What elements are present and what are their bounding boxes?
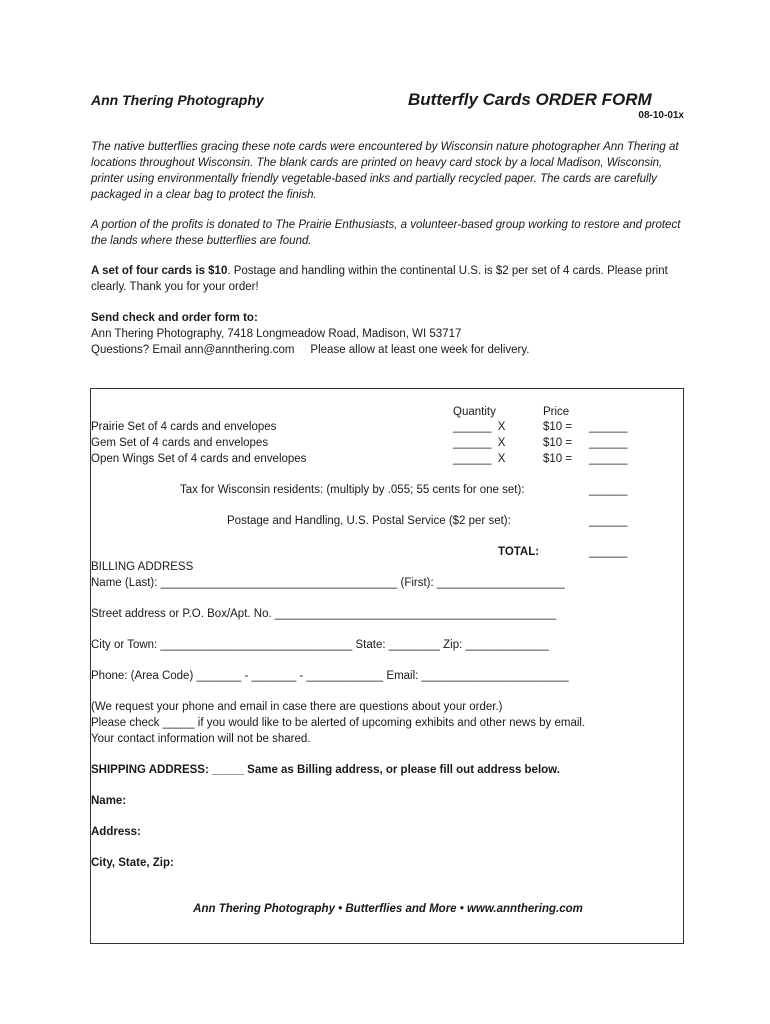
item-total-field[interactable]: ______ bbox=[589, 453, 628, 465]
shipping-address-field[interactable]: Address: bbox=[91, 826, 141, 838]
shipping-address-line[interactable]: SHIPPING ADDRESS: _____ Same as Billing address, or please fill out address below. bbox=[91, 764, 560, 776]
item-quantity-field[interactable]: ______ X bbox=[453, 437, 506, 449]
item-quantity-field[interactable]: ______ X bbox=[453, 421, 506, 433]
item-total-field[interactable]: ______ bbox=[589, 421, 628, 433]
city-state-zip-field[interactable]: City or Town: ______________________________ State: ________ Zip: _____________ bbox=[91, 639, 549, 651]
form-code: 08-10-01x bbox=[638, 110, 684, 121]
total-label: TOTAL: bbox=[498, 546, 540, 558]
name-field[interactable]: Name (Last): _____________________________________ (First): ____________________ bbox=[91, 577, 565, 589]
billing-heading: BILLING ADDRESS bbox=[91, 561, 194, 573]
tax-field[interactable]: ______ bbox=[589, 484, 628, 496]
postage-label: Postage and Handling, U.S. Postal Service ($2 per set): bbox=[227, 515, 511, 527]
privacy-note: Your contact information will not be shared. bbox=[91, 733, 311, 745]
item-name: Prairie Set of 4 cards and envelopes bbox=[91, 421, 277, 433]
item-total-field[interactable]: ______ bbox=[589, 437, 628, 449]
tax-label: Tax for Wisconsin residents: (multiply by .055; 55 cents for one set): bbox=[180, 484, 525, 496]
shipping-name-field[interactable]: Name: bbox=[91, 795, 127, 807]
company-name: Ann Thering Photography bbox=[91, 92, 264, 108]
order-form-box bbox=[90, 388, 684, 944]
item-quantity-field[interactable]: ______ X bbox=[453, 453, 506, 465]
street-field[interactable]: Street address or P.O. Box/Apt. No. ____________________________________________ bbox=[91, 608, 557, 620]
item-price: $10 = bbox=[543, 421, 573, 433]
footer-text: Ann Thering Photography • Butterflies and More • www.annthering.com bbox=[193, 903, 583, 915]
pricing-rest: . Postage and handling within the continental U.S. is $2 per set of 4 cards. Please print clearly. Thank you for your order! bbox=[91, 265, 668, 293]
send-address: Ann Thering Photography, 7418 Longmeadow Road, Madison, WI 53717 bbox=[91, 328, 462, 340]
item-name: Open Wings Set of 4 cards and envelopes bbox=[91, 453, 307, 465]
newsletter-checkbox-line[interactable]: Please check _____ if you would like to be alerted of upcoming exhibits and other news by email. bbox=[91, 717, 586, 729]
postage-field[interactable]: ______ bbox=[589, 515, 628, 527]
contact-note: (We request your phone and email in case there are questions about your order.) bbox=[91, 701, 503, 713]
intro-paragraph: The native butterflies gracing these note cards were encountered by Wisconsin nature photographer Ann Thering at locations throughout Wisconsin. The blank cards are printed on heavy card stock by a local Madison, Wisconsin, printer using environmentally friendly vegetable-based inks and partially recycled paper. The cards are carefully packaged in a clear bag to protect the finish. bbox=[91, 141, 679, 201]
pricing-paragraph bbox=[91, 263, 691, 295]
page-title: Butterfly Cards ORDER FORM bbox=[408, 90, 652, 109]
price-header: Price bbox=[543, 406, 570, 418]
questions-line: Questions? Email ann@annthering.com Please allow at least one week for delivery. bbox=[91, 344, 530, 356]
item-name: Gem Set of 4 cards and envelopes bbox=[91, 437, 269, 449]
item-price: $10 = bbox=[543, 453, 573, 465]
quantity-header: Quantity bbox=[453, 406, 496, 418]
shipping-city-field[interactable]: City, State, Zip: bbox=[91, 857, 174, 869]
donation-paragraph: A portion of the profits is donated to The Prairie Enthusiasts, a volunteer-based group working to restore and protect the lands where these butterflies are found. bbox=[91, 219, 681, 247]
total-field[interactable]: ______ bbox=[589, 546, 628, 558]
phone-email-field[interactable]: Phone: (Area Code) _______ - _______ - ____________ Email: _______________________ bbox=[91, 670, 569, 682]
pricing-bold: A set of four cards is $10 bbox=[91, 265, 228, 277]
item-price: $10 = bbox=[543, 437, 573, 449]
send-heading: Send check and order form to: bbox=[91, 312, 258, 324]
